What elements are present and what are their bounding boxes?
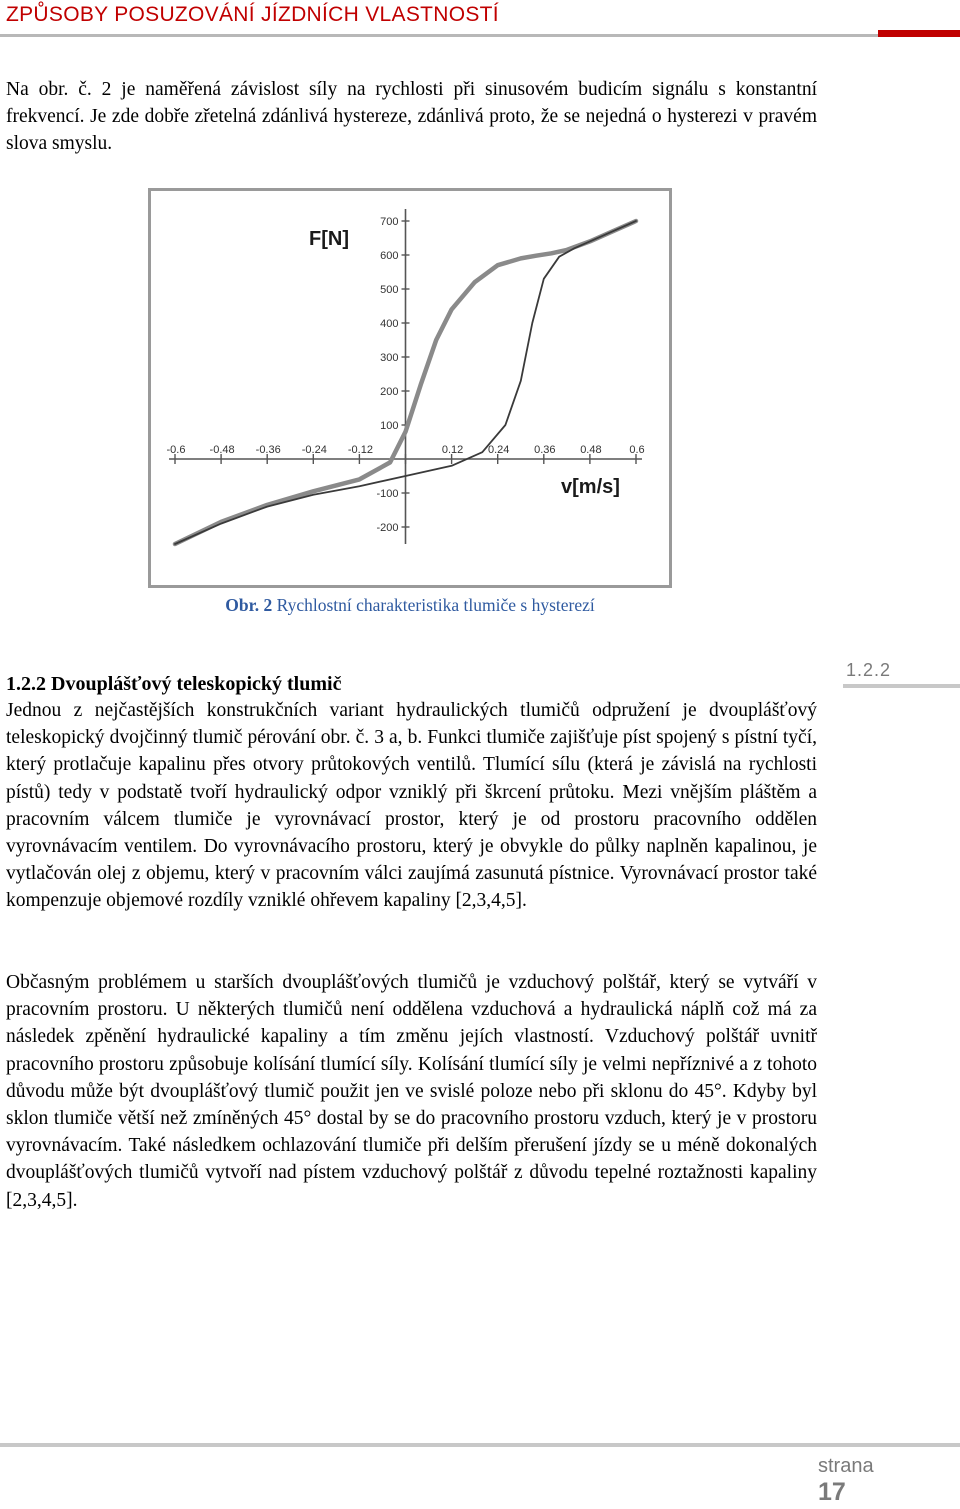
y-tick-label: 400 [380,318,399,330]
y-tick-label: 600 [380,250,399,262]
section-paragraph-2: Občasným problémem u starších dvouplášťových tlumičů je vzduchový polštář, který se vytváří v pracovním prostoru. U některých tlumičů není oddělena vzduchová a hydraulická náplň což má za následek zpěnění hydraulické kapaliny a tím změnu jejích vlastností. Vzduchový polštář uvnitř pracovního prostoru způsobuje kolísání tlumící síly. Kolísání tlumící síly je velmi nepříznivé a z tohoto důvodu může být dvouplášťový tlumič použit jen ve svislé poloze nebo při sklonu do 45°. Kdyby byl sklon tlumiče větší než zmíněných 45° dostal by se do pracovního prostoru vzduch, který je v prostoru vyrovnávacím. Také následkem ochlazování tlumiče při delším přerušení jízdy se u méně dokonalých dvouplášťových tlumičů vytvoří nad pístem vzduchový polštář z důvodu tepelné roztažnosti kapaliny [2,3,4,5]. [6,972,817,1211]
y-tick-label: -100 [376,488,399,500]
y-tick-label: 300 [380,352,399,364]
x-tick-label: 0.36 [534,444,556,456]
header-accent-bar [878,30,960,37]
y-tick-label: 500 [380,284,399,296]
x-tick-label: -0.48 [209,444,235,456]
x-tick-label: -0.12 [347,444,373,456]
side-marker-rule [843,684,960,688]
figure-caption-label: Obr. 2 [225,595,273,615]
running-header-title: ZPŮSOBY POSUZOVÁNÍ JÍZDNÍCH VLASTNOSTÍ [6,3,499,26]
x-tick-label: -0.24 [301,444,327,456]
footer-rule [0,1443,960,1447]
section-heading: 1.2.2 Dvouplášťový teleskopický tlumič [6,673,342,695]
y-tick-label: -200 [376,522,399,534]
y-axis-label: F[N] [309,228,349,250]
x-tick-label: 0.6 [629,444,645,456]
x-tick-label: -0.36 [255,444,281,456]
section-paragraph-1: Jednou z nejčastějších konstrukčních variant hydraulických tlumičů odpružení je dvouplášťový teleskopický dvojčinný tlumič pérování obr. č. 3 a, b. Funkci tlumiče zajišťuje píst spojený s pístní tyčí, který protlačuje kapalinu přes otvory průtokových ventilů. Tlumící sílu (která je závislá na rychlosti pístů) tedy v podstatě tvoří hydraulický odpor vzniklý při škrcení průtoku. Mezi vnějším pláštěm a pracovním válcem tlumiče je vyrovnávací prostor, který je od prostoru pracovního oddělen vyrovnávacím ventilem. Do vyrovnávacího prostoru, který je obvykle do půlky naplněn kapalinou, je vytlačován olej z objemu, který v pracovním válci zaujímá zasunutá pístnice. Vyrovnávací prostor také kompenzuje objemové rozdíly vzniklé ohřevem kapaliny [2,3,4,5]. [6,700,817,912]
y-tick-label: 700 [380,216,399,228]
footer-page-label: strana [818,1455,874,1477]
x-axis-label: v[m/s] [561,476,620,498]
hysteresis-chart [151,191,669,585]
figure-caption [148,592,672,618]
x-tick-label: 0.24 [487,444,510,456]
x-tick-label: 0.48 [580,444,602,456]
figure-caption-text: Rychlostní charakteristika tlumiče s hysterezí [272,595,595,615]
y-tick-label: 200 [380,386,399,398]
header-rule [0,34,960,37]
footer-page-number: 17 [818,1478,846,1506]
y-tick-label: 100 [380,420,399,432]
x-tick-label: 0.12 [441,444,464,456]
x-tick-label: -0.6 [166,444,186,456]
side-section-marker: 1.2.2 [846,660,892,680]
intro-paragraph: Na obr. č. 2 je naměřená závislost síly na rychlosti při sinusovém budicím signálu s konstantní frekvencí. Je zde dobře zřetelná zdánlivá hystereze, zdánlivá proto, že se nejedná o hysterezi v pravém slova smyslu. [6,79,817,155]
figure-frame [148,188,672,588]
